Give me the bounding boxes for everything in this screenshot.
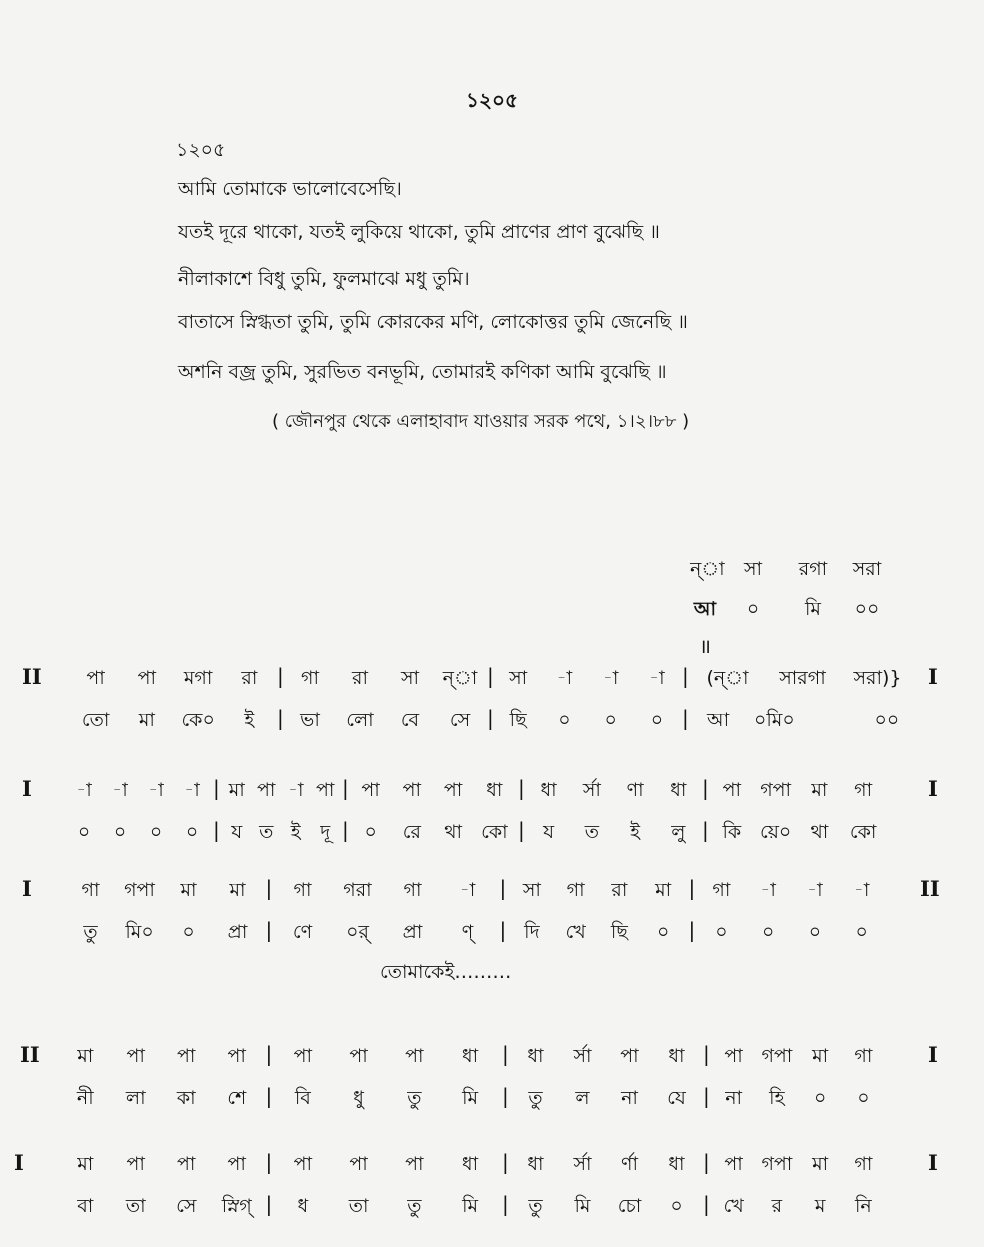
lyric-line-4: বাতাসে স্নিগ্ধতা তুমি, তুমি কোরকের মণি, লোকোত্তর তুমি জেনেছি ॥ (178, 311, 688, 333)
lyric-syllable: তা (348, 1195, 369, 1217)
lyric-syllable: য (231, 821, 243, 843)
lyric-syllable: ০ (604, 709, 617, 731)
bar-end-mark: II (920, 876, 940, 901)
intro-swar-note: রগা (798, 558, 828, 580)
bar-start-mark: I (22, 776, 32, 801)
lyric-syllable: স্নিগ্ (221, 1195, 252, 1217)
swar-note: ণা (626, 779, 644, 801)
lyric-syllable: মি (462, 1195, 479, 1217)
beat-separator: | (703, 1084, 710, 1108)
beat-separator: | (703, 1150, 710, 1174)
lyric-syllable: ০ (670, 1195, 683, 1217)
beat-separator: | (502, 1192, 509, 1216)
swar-note: গা (854, 779, 873, 801)
swar-note: মা (229, 879, 246, 901)
swar-note: মা (655, 879, 672, 901)
swar-note: পা (316, 779, 335, 801)
lyric-syllable: ০ (855, 921, 868, 943)
bar-end-mark: I (928, 664, 938, 689)
lyric-syllable: তো (81, 709, 110, 731)
lyric-syllable: দূ (320, 821, 331, 843)
swar-note: ন্া (442, 667, 478, 689)
intro-swar-note: সা (743, 558, 763, 580)
swar-note: ধা (527, 1045, 544, 1067)
beat-separator: | (703, 1192, 710, 1216)
beat-separator: | (499, 876, 507, 900)
lyric-syllable: কো (849, 821, 877, 843)
swar-note: পা (722, 779, 742, 801)
bar-end-mark: I (928, 1150, 938, 1175)
beat-separator: | (265, 876, 273, 900)
lyric-syllable: র (771, 1195, 783, 1217)
swar-note: ধা (668, 1153, 685, 1175)
lyric-syllable: খে (565, 921, 586, 943)
lyric-syllable: ত (584, 821, 599, 843)
lyric-syllable: চো (617, 1195, 642, 1217)
swar-note: র্সা (573, 1045, 592, 1067)
swar-note: গা (81, 879, 100, 901)
swar-note: পা (227, 1153, 246, 1175)
swar-note: পা (126, 1045, 145, 1067)
beat-separator: | (502, 1150, 509, 1174)
bar-end-mark: I (928, 776, 938, 801)
intro-lyric-syllable: ০০ (854, 598, 880, 620)
intro-lyric-syllable: আ (693, 598, 717, 620)
lyric-syllable: প্রা (227, 921, 248, 943)
swar-note: -া (602, 667, 619, 689)
lyric-syllable: মি০ (125, 921, 154, 943)
lyric-syllable: লা (125, 1087, 146, 1109)
lyric-syllable: দি (524, 921, 540, 943)
swar-note: পা (361, 779, 380, 801)
swar-note: পা (257, 779, 276, 801)
swar-note: মা (228, 779, 245, 801)
lyric-syllable: হি (769, 1087, 785, 1109)
swar-note: গপা (761, 1153, 793, 1175)
lyric-syllable: তু (407, 1195, 422, 1217)
swar-note: মগা (183, 667, 213, 689)
lyric-syllable: সে (176, 1195, 197, 1217)
swar-note: মা (812, 1045, 829, 1067)
beat-separator: | (502, 1042, 509, 1066)
swar-note: গা (403, 879, 422, 901)
swar-note: র্সা (582, 779, 601, 801)
beat-separator: | (265, 1084, 273, 1108)
lyric-syllable: তু (83, 921, 98, 943)
beat-separator: | (342, 818, 349, 842)
swar-note: পা (137, 667, 157, 689)
lyric-syllable: কে০ (181, 709, 215, 731)
lyric-syllable: ০ (185, 821, 199, 843)
swar-note: পা (349, 1045, 368, 1067)
swar-note: সরা)} (853, 667, 902, 689)
lyric-syllable: মি (462, 1087, 479, 1109)
lyric-syllable: নী (76, 1087, 94, 1109)
beat-separator: | (502, 1084, 509, 1108)
lyric-syllable: ০ (113, 821, 127, 843)
swar-note: র্ণা (621, 1153, 638, 1175)
swar-note: মা (180, 879, 197, 901)
swar-note: পা (405, 1153, 424, 1175)
beat-separator: | (487, 664, 494, 688)
beat-separator: | (265, 1150, 273, 1174)
swar-note: -া (556, 667, 573, 689)
swar-note: -া (760, 879, 776, 901)
swar-note: -া (148, 779, 164, 801)
swar-note: গা (712, 879, 731, 901)
beat-separator: | (702, 818, 709, 842)
lyric-syllable: নি (854, 1195, 872, 1217)
lyric-syllable: ই (630, 821, 641, 843)
lyric-syllable: ০ (813, 1087, 827, 1109)
lyric-syllable: ধ (297, 1195, 309, 1217)
intro-swar-note: ন্া (690, 558, 725, 580)
swar-note: সা (509, 667, 528, 689)
lyric-syllable: ০র্ (346, 921, 369, 943)
composition-note: ( জৌনপুর থেকে এলাহাবাদ যাওয়ার সরক পথে, ১।২।৮৮ ) (272, 411, 690, 432)
lyric-syllable: রে (402, 821, 421, 843)
swar-note: পা (724, 1153, 743, 1175)
lyric-syllable: ই (244, 709, 255, 731)
beat-separator: | (277, 664, 284, 688)
lyric-syllable: কি (722, 821, 742, 843)
lyric-syllable: ল (575, 1087, 590, 1109)
beat-separator: | (265, 1192, 273, 1216)
lyric-syllable: বে (400, 709, 420, 731)
beat-separator: | (682, 706, 689, 730)
lyric-syllable: খে (723, 1195, 744, 1217)
swar-note: গপা (124, 879, 155, 901)
beat-separator: | (213, 818, 220, 842)
beat-separator: | (518, 818, 525, 842)
section-title: তোমাকেই……… (380, 961, 512, 983)
lyric-syllable: ণে (292, 921, 313, 943)
swar-note: -া (459, 879, 476, 901)
intro-bar-mark: ॥ (699, 634, 711, 658)
lyric-syllable: সে (449, 709, 471, 731)
swar-note: পা (349, 1153, 368, 1175)
intro-swar-note: সরা (852, 558, 882, 580)
lyric-line-1: আমি তোমাকে ভালোবেসেছি। (178, 178, 402, 200)
swar-note: (ন্া (706, 667, 749, 689)
lyric-syllable: ০ (857, 1087, 870, 1109)
swar-note: ধা (668, 1045, 685, 1067)
beat-separator: | (682, 664, 689, 688)
lyric-syllable: না (725, 1087, 743, 1109)
swar-note: ধা (527, 1153, 544, 1175)
song-number: ১২০৫ (176, 139, 226, 161)
bar-start-mark: I (22, 876, 32, 901)
swar-note: -া (184, 779, 200, 801)
swar-note: গরা (343, 879, 372, 901)
swar-note: পা (177, 1153, 196, 1175)
lyric-syllable: কো (481, 821, 508, 843)
lyric-syllable: বা (77, 1195, 94, 1217)
swar-note: পা (293, 1045, 313, 1067)
lyric-syllable: তু (528, 1195, 543, 1217)
swar-note: ধা (670, 779, 687, 801)
swar-note: মা (812, 1153, 829, 1175)
beat-separator: | (277, 706, 284, 730)
lyric-syllable: ০ (364, 821, 377, 843)
swar-note: মা (77, 1045, 94, 1067)
beat-separator: | (518, 776, 525, 800)
swar-note: মা (77, 1153, 94, 1175)
swar-note: মা (811, 779, 828, 801)
swar-note: রা (241, 667, 258, 689)
beat-separator: | (688, 876, 696, 900)
lyric-syllable: ০ (650, 709, 664, 731)
beat-separator: | (342, 776, 349, 800)
swar-note: পা (177, 1045, 196, 1067)
lyric-syllable: ০ (558, 709, 571, 731)
lyric-syllable: বি (294, 1087, 311, 1109)
lyric-syllable: লু (671, 821, 686, 843)
swar-note: সারগা (779, 667, 826, 689)
swar-note: গা (854, 1153, 873, 1175)
lyric-line-3: নীলাকাশে বিধু তুমি, ফুলমাঝে মধু তুমি। (178, 268, 470, 290)
swar-note: গা (293, 879, 312, 901)
swar-note: পা (724, 1045, 743, 1067)
swar-note: ধা (462, 1153, 479, 1175)
bar-start-mark: I (14, 1150, 24, 1175)
swar-note: পা (402, 779, 422, 801)
beat-separator: | (688, 918, 696, 942)
lyric-syllable: আ (707, 709, 730, 731)
lyric-syllable: না (621, 1087, 638, 1109)
lyric-syllable: ০ (77, 821, 91, 843)
lyric-syllable: ই (290, 821, 301, 843)
swar-note: -া (649, 667, 665, 689)
swar-note: ধা (486, 779, 503, 801)
intro-lyric-syllable: মি (805, 598, 821, 620)
beat-separator: | (487, 706, 494, 730)
lyric-syllable: তা (125, 1195, 146, 1217)
swar-note: পা (405, 1045, 424, 1067)
lyric-syllable: তু (407, 1087, 422, 1109)
lyric-syllable: ত (259, 821, 274, 843)
bar-start-mark: II (20, 1042, 40, 1067)
lyric-syllable: যে (667, 1087, 686, 1109)
swar-note: -া (853, 879, 870, 901)
lyric-syllable: ০ (715, 921, 728, 943)
swar-note: গা (566, 879, 585, 901)
swar-note: ধা (540, 779, 557, 801)
lyric-syllable: ণ্ (461, 921, 474, 943)
beat-separator: | (265, 918, 273, 942)
lyric-syllable: থা (810, 821, 829, 843)
lyric-syllable: শে (227, 1087, 247, 1109)
swar-note: পা (443, 779, 463, 801)
lyric-syllable: থা (444, 821, 463, 843)
lyric-syllable: ০ (808, 921, 822, 943)
lyric-syllable: য (543, 821, 555, 843)
swar-note: রা (352, 667, 368, 689)
lyric-line-5: অশনি বজ্র তুমি, সুরভিত বনভূমি, তোমারই কণিকা আমি বুঝেছি ॥ (178, 361, 667, 383)
swar-note: -া (287, 779, 304, 801)
swar-note: -া (807, 879, 823, 901)
swar-note: র্সা (573, 1153, 592, 1175)
swar-note: -া (112, 779, 128, 801)
swar-note: ধা (462, 1045, 479, 1067)
lyric-syllable: ছি (509, 709, 527, 731)
lyric-syllable: তু (528, 1087, 543, 1109)
lyric-syllable: ০০ (874, 709, 900, 731)
beat-separator: | (499, 918, 507, 942)
lyric-syllable: ভা (300, 709, 320, 731)
lyric-line-2: যতই দূরে থাকো, যতই লুকিয়ে থাকো, তুমি প্রাণের প্রাণ বুঝেছি ॥ (178, 221, 660, 243)
lyric-syllable: ০ (182, 921, 195, 943)
swar-note: গা (301, 667, 319, 689)
swar-note: রা (611, 879, 628, 901)
swar-note: -া (76, 779, 92, 801)
lyric-syllable: কা (176, 1087, 196, 1109)
lyric-syllable: ০ (656, 921, 670, 943)
lyric-syllable: ছি (610, 921, 628, 943)
beat-separator: | (213, 776, 220, 800)
swar-note: পা (126, 1153, 145, 1175)
bar-end-mark: I (928, 1042, 938, 1067)
swar-note: পা (86, 667, 105, 689)
lyric-syllable: ০ (761, 921, 775, 943)
beat-separator: | (703, 1042, 710, 1066)
page-number: ১২০৫ (466, 88, 518, 112)
beat-separator: | (702, 776, 709, 800)
lyric-syllable: মি (574, 1195, 591, 1217)
swar-note: সা (522, 879, 541, 901)
bar-start-mark: II (22, 664, 42, 689)
swar-note: সা (400, 667, 420, 689)
swar-note: পা (620, 1045, 639, 1067)
lyric-syllable: লো (346, 709, 374, 731)
swar-note: পা (293, 1153, 313, 1175)
lyric-syllable: ০ (149, 821, 163, 843)
lyric-syllable: ম (814, 1195, 826, 1217)
swar-note: পা (227, 1045, 246, 1067)
lyric-syllable: ০মি০ (754, 709, 795, 731)
swar-note: গপা (761, 1045, 793, 1067)
lyric-syllable: মা (138, 709, 155, 731)
beat-separator: | (265, 1042, 273, 1066)
intro-lyric-syllable: ০ (746, 598, 760, 620)
swar-note: গা (854, 1045, 873, 1067)
lyric-syllable: ধু (353, 1087, 364, 1109)
lyric-syllable: প্রা (402, 921, 423, 943)
swar-note: গপা (760, 779, 792, 801)
lyric-syllable: য়ে০ (759, 821, 792, 843)
